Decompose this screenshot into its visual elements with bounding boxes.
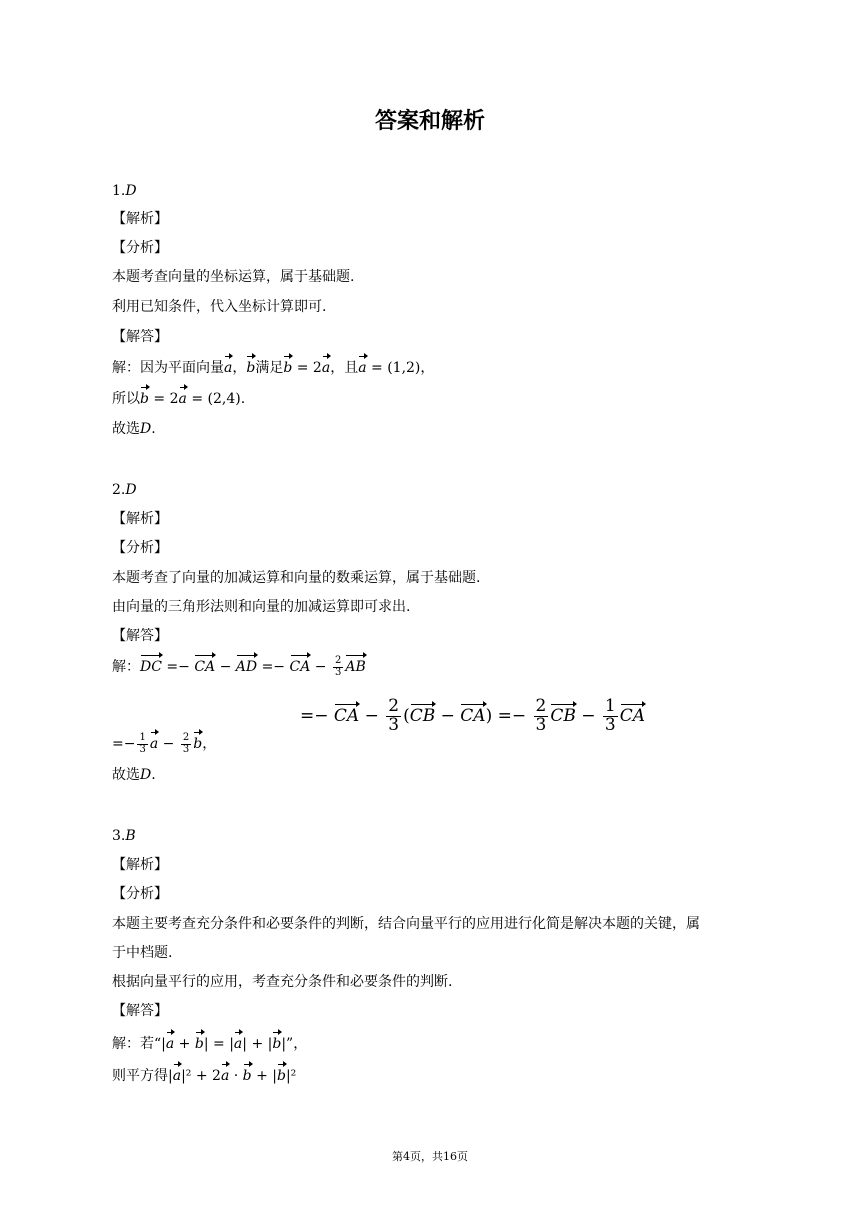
vector-ca: CA bbox=[460, 705, 486, 726]
answer-letter: D bbox=[125, 183, 137, 199]
analysis-text: 根据向量平行的应用，考查充分条件和必要条件的判断. bbox=[112, 974, 453, 990]
solution-line bbox=[112, 656, 366, 678]
vector-b: b bbox=[194, 1036, 204, 1052]
vector-a: a bbox=[224, 360, 233, 376]
solution-text: = 2 bbox=[292, 360, 322, 376]
operator: − bbox=[158, 736, 179, 752]
solution-line bbox=[112, 1066, 296, 1086]
solution-text: |”， bbox=[281, 1036, 308, 1052]
solution-text: ， bbox=[232, 360, 247, 376]
vector-cb: CB bbox=[409, 705, 436, 726]
analysis-text: 于中档题. bbox=[112, 945, 173, 961]
vector-a: a bbox=[321, 360, 331, 376]
operator: · bbox=[229, 1068, 243, 1084]
vector-a: a bbox=[165, 1036, 175, 1052]
choose-line bbox=[112, 765, 156, 785]
vector-ca: CA bbox=[619, 705, 646, 726]
analysis-text: 本题考查了向量的加减运算和向量的数乘运算，属于基础题. bbox=[112, 570, 481, 586]
solution-text: ，且 bbox=[330, 360, 359, 376]
fraction bbox=[386, 698, 401, 735]
vector-b: b bbox=[283, 360, 293, 376]
vector-a: a bbox=[220, 1068, 230, 1084]
question-1-header bbox=[112, 181, 137, 201]
page-title: 答案和解析 bbox=[374, 109, 485, 134]
fraction-numerator: 1 bbox=[604, 696, 616, 716]
vector-ab: AB bbox=[345, 659, 366, 675]
solution-text: 解： bbox=[112, 659, 140, 675]
tag-jieda: 【解答】 bbox=[112, 1003, 168, 1019]
solution-text: 故选 bbox=[112, 421, 140, 437]
solution-text: 解：因为平面向量 bbox=[112, 360, 224, 376]
vector-a: a bbox=[172, 1068, 182, 1084]
operator: =− bbox=[112, 736, 136, 752]
tag-jiexi: 【解析】 bbox=[112, 857, 168, 873]
question-number: 2. bbox=[112, 482, 126, 498]
vector-a: a bbox=[149, 736, 159, 752]
solution-line bbox=[112, 733, 216, 755]
fraction bbox=[181, 733, 191, 755]
operator: − bbox=[310, 659, 331, 675]
fraction-numerator: 1 bbox=[139, 732, 146, 743]
question-2-header bbox=[112, 480, 137, 500]
vector-b: b bbox=[193, 736, 203, 752]
answer-letter: D bbox=[140, 767, 152, 783]
vector-ca: CA bbox=[333, 705, 360, 726]
vector-ca: CA bbox=[289, 659, 311, 675]
vector-b: b bbox=[277, 1068, 286, 1084]
operator: + bbox=[174, 1036, 195, 1052]
solution-text: = 2 bbox=[148, 391, 179, 407]
solution-text: . bbox=[151, 421, 156, 437]
vector-dc: DC bbox=[140, 659, 162, 675]
fraction-numerator: 2 bbox=[182, 732, 190, 743]
operator: =− bbox=[492, 705, 532, 726]
vector-a: a bbox=[358, 360, 367, 376]
solution-text: 故选 bbox=[112, 767, 140, 783]
solution-text: . bbox=[151, 767, 156, 783]
fraction bbox=[137, 733, 147, 755]
operator: − bbox=[215, 659, 236, 675]
solution-line bbox=[112, 358, 434, 378]
question-3-header bbox=[112, 826, 136, 846]
tag-fenxi: 【分析】 bbox=[112, 886, 168, 902]
vector-a: a bbox=[233, 1036, 243, 1052]
choose-line bbox=[112, 419, 156, 439]
fraction-numerator: 2 bbox=[535, 696, 547, 716]
tag-fenxi: 【分析】 bbox=[112, 540, 168, 556]
vector-b: b bbox=[242, 1068, 252, 1084]
fraction-denominator: 3 bbox=[139, 743, 146, 755]
tag-jieda: 【解答】 bbox=[112, 628, 168, 644]
fraction bbox=[333, 656, 343, 678]
fraction-numerator: 2 bbox=[388, 696, 400, 716]
analysis-text: 利用已知条件，代入坐标计算即可. bbox=[112, 299, 327, 315]
operator: + | bbox=[251, 1068, 277, 1084]
fraction bbox=[534, 698, 549, 735]
vector-cb: CB bbox=[550, 705, 576, 726]
tag-jiexi: 【解析】 bbox=[112, 211, 168, 227]
operator: | = | bbox=[203, 1036, 234, 1052]
solution-display-equation bbox=[300, 698, 645, 735]
operator: =− bbox=[161, 659, 195, 675]
fraction-denominator: 3 bbox=[334, 666, 342, 678]
operator: |² bbox=[285, 1068, 297, 1084]
solution-text: 满足 bbox=[255, 360, 284, 376]
fraction-denominator: 3 bbox=[604, 714, 616, 735]
vector-b: b bbox=[246, 360, 256, 376]
vector-ad: AD bbox=[235, 659, 258, 675]
operator: |² + 2 bbox=[181, 1068, 221, 1084]
solution-text: ， bbox=[202, 736, 217, 752]
vector-b: b bbox=[140, 391, 149, 407]
fraction-numerator: 2 bbox=[334, 655, 342, 666]
solution-text: 则平方得| bbox=[112, 1068, 173, 1084]
solution-line bbox=[112, 389, 245, 409]
solution-text: = (1,2)， bbox=[366, 360, 435, 376]
paren: ( bbox=[403, 705, 410, 726]
paren: ) bbox=[485, 705, 493, 726]
operator: =− bbox=[300, 705, 334, 726]
solution-text: 所以 bbox=[112, 391, 140, 407]
analysis-text: 由向量的三角形法则和向量的加减运算即可求出. bbox=[112, 599, 411, 615]
operator: =− bbox=[257, 659, 290, 675]
tag-fenxi: 【分析】 bbox=[112, 240, 168, 256]
fraction-denominator: 3 bbox=[535, 714, 547, 735]
question-number: 3. bbox=[112, 828, 126, 844]
page-footer: 第4页，共16页 bbox=[392, 1150, 468, 1163]
answer-letter: D bbox=[125, 482, 137, 498]
solution-text: 解：若“| bbox=[112, 1036, 166, 1052]
fraction-denominator: 3 bbox=[182, 743, 190, 755]
fraction-denominator: 3 bbox=[388, 714, 400, 735]
solution-line bbox=[112, 1034, 307, 1054]
analysis-text: 本题主要考查充分条件和必要条件的判断，结合向量平行的应用进行化简是解决本题的关键，属 bbox=[112, 916, 700, 932]
operator: | + | bbox=[242, 1036, 273, 1052]
vector-a: a bbox=[178, 391, 187, 407]
analysis-text: 本题考查向量的坐标运算，属于基础题. bbox=[112, 269, 355, 285]
fraction bbox=[603, 698, 618, 735]
operator: − bbox=[359, 705, 385, 726]
tag-jiexi: 【解析】 bbox=[112, 511, 168, 527]
answer-letter: D bbox=[140, 421, 152, 437]
vector-ca: CA bbox=[194, 659, 216, 675]
solution-text: = (2,4). bbox=[186, 391, 246, 407]
tag-jieda: 【解答】 bbox=[112, 329, 168, 345]
answer-letter: B bbox=[125, 828, 136, 844]
vector-b: b bbox=[272, 1036, 282, 1052]
operator: − bbox=[435, 705, 461, 726]
operator: − bbox=[575, 705, 601, 726]
question-number: 1. bbox=[112, 183, 126, 199]
